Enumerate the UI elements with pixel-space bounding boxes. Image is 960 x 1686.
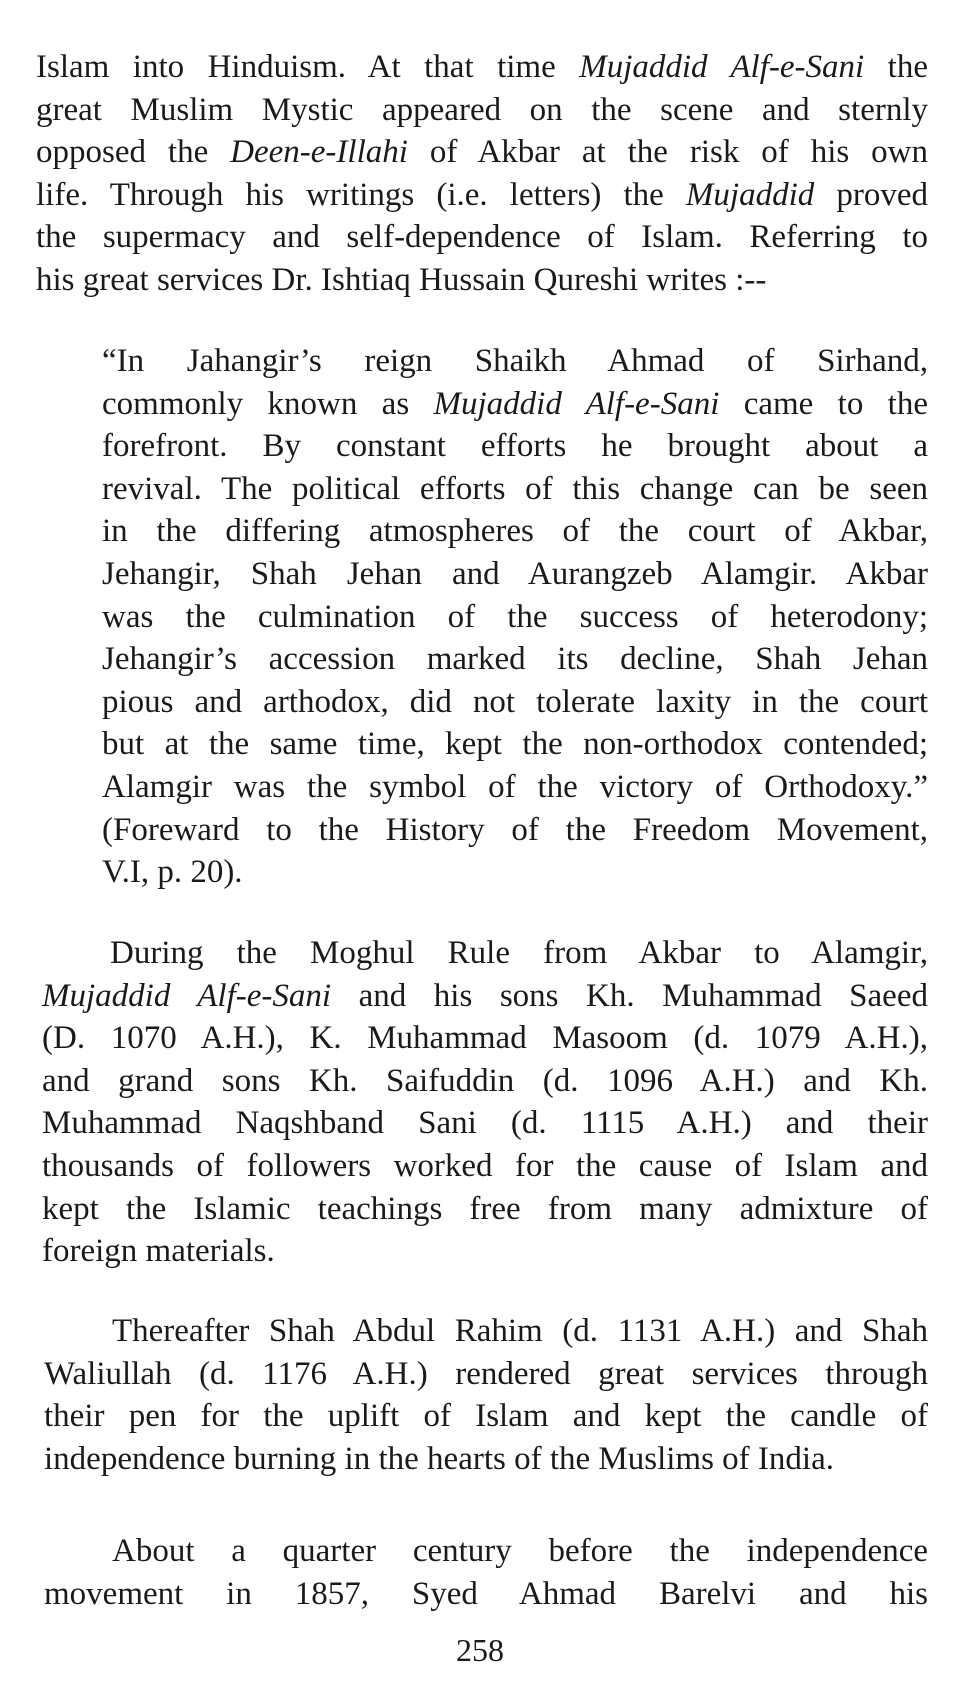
text-line bbox=[102, 553, 928, 596]
text-run: commonly known as bbox=[102, 385, 434, 422]
text-run: came to the bbox=[719, 385, 928, 422]
text-run: Muhammad Naqshband Sani (d. 1115 A.H.) and their bbox=[42, 1105, 928, 1142]
text-line bbox=[36, 174, 928, 217]
text-line bbox=[102, 809, 928, 852]
text-line bbox=[102, 681, 928, 724]
text-run: Waliullah (d. 1176 A.H.) rendered great services through bbox=[44, 1355, 928, 1392]
page-number: 258 bbox=[456, 1632, 504, 1668]
text-run: movement in 1857, Syed Ahmad Barelvi and his bbox=[44, 1575, 928, 1612]
text-line bbox=[44, 1530, 928, 1573]
text-line bbox=[102, 383, 928, 426]
text-run: and grand sons Kh. Saifuddin (d. 1096 A.H.) and Kh. bbox=[42, 1062, 928, 1099]
text-run: Jehangir, Shah Jehan and Aurangzeb Alamgir. Akbar bbox=[102, 555, 928, 592]
text-run: the supermacy and self-dependence of Islam. Referring to bbox=[36, 219, 928, 256]
text-line bbox=[36, 216, 928, 259]
moghul-rule-paragraph bbox=[42, 932, 928, 1273]
text-run: was the culmination of the success of heterodony; bbox=[102, 598, 928, 635]
text-run: and his sons Kh. Muhammad Saeed bbox=[331, 977, 928, 1014]
text-run: kept the Islamic teachings free from many admixture of bbox=[42, 1190, 928, 1227]
text-line bbox=[36, 89, 928, 132]
text-run: V.I, p. 20). bbox=[102, 854, 243, 891]
text-line bbox=[102, 723, 928, 766]
text-run: his great services Dr. Ishtiaq Hussain Qureshi writes :-- bbox=[36, 261, 767, 298]
text-run: During the Moghul Rule from Akbar to Alamgir, bbox=[110, 935, 928, 971]
italic-term: Mujaddid Alf-e-Sani bbox=[433, 385, 720, 422]
text-line bbox=[42, 1060, 928, 1103]
italic-term: Deen-e-Illahi bbox=[230, 134, 408, 171]
text-run: in the differing atmospheres of the court of Akbar, bbox=[102, 513, 928, 550]
text-line bbox=[36, 46, 928, 89]
text-run: proved bbox=[814, 176, 928, 213]
text-line bbox=[44, 1573, 928, 1616]
text-line bbox=[36, 259, 928, 302]
text-run: (Foreward to the History of the Freedom Movement, bbox=[102, 811, 928, 848]
text-run: great Muslim Mystic appeared on the scene and sternly bbox=[36, 91, 928, 128]
text-run: opposed the bbox=[36, 134, 231, 171]
text-line bbox=[102, 510, 928, 553]
text-line bbox=[42, 1145, 928, 1188]
text-run: revival. The political efforts of this change can be seen bbox=[102, 470, 928, 507]
text-run: Jehangir’s accession marked its decline, Shah Jehan bbox=[102, 641, 928, 678]
text-line bbox=[44, 1438, 928, 1481]
text-line bbox=[42, 932, 928, 975]
text-run: Thereafter Shah Abdul Rahim (d. 1131 A.H.) and Shah bbox=[112, 1313, 928, 1349]
text-line bbox=[44, 1353, 928, 1396]
text-run: About a quarter century before the independence bbox=[112, 1533, 928, 1569]
text-run: foreign materials. bbox=[42, 1233, 275, 1270]
text-run: forefront. By constant efforts he brought about a bbox=[102, 428, 928, 465]
text-line bbox=[102, 596, 928, 639]
shah-waliullah-paragraph bbox=[44, 1310, 928, 1480]
text-line bbox=[102, 425, 928, 468]
intro-paragraph bbox=[36, 46, 928, 302]
syed-ahmad-paragraph bbox=[44, 1530, 928, 1615]
italic-term: Mujaddid bbox=[685, 176, 815, 213]
text-line bbox=[44, 1395, 928, 1438]
text-run: but at the same time, kept the non-orthodox contended; bbox=[102, 726, 928, 763]
text-line bbox=[102, 638, 928, 681]
text-run: life. Through his writings (i.e. letters) the bbox=[36, 176, 686, 213]
quotation-block bbox=[102, 340, 928, 894]
text-run: of Akbar at the risk of his own bbox=[407, 134, 928, 171]
text-run: “In Jahangir’s reign Shaikh Ahmad of Sirhand, bbox=[102, 343, 928, 379]
text-run: the bbox=[864, 49, 928, 85]
text-line bbox=[36, 131, 928, 174]
text-line bbox=[102, 851, 928, 894]
text-run: their pen for the uplift of Islam and kept the candle of bbox=[44, 1398, 928, 1435]
italic-term: Mujaddid Alf-e-Sani bbox=[42, 977, 332, 1014]
text-run: Islam into Hinduism. At that time bbox=[36, 49, 580, 85]
text-line bbox=[102, 766, 928, 809]
text-line bbox=[102, 340, 928, 383]
text-run: thousands of followers worked for the cause of Islam and bbox=[42, 1147, 928, 1184]
text-run: Alamgir was the symbol of the victory of Orthodoxy.” bbox=[102, 768, 928, 805]
text-run: independence burning in the hearts of the Muslims of India. bbox=[44, 1440, 834, 1477]
text-line bbox=[44, 1310, 928, 1353]
text-line bbox=[42, 1188, 928, 1231]
text-line bbox=[42, 1017, 928, 1060]
text-run: (D. 1070 A.H.), K. Muhammad Masoom (d. 1079 A.H.), bbox=[42, 1020, 928, 1057]
text-line bbox=[102, 468, 928, 511]
italic-term: Mujaddid Alf-e-Sani bbox=[579, 49, 865, 85]
text-line bbox=[42, 1102, 928, 1145]
text-run: pious and arthodox, did not tolerate laxity in the court bbox=[102, 683, 928, 720]
text-line bbox=[42, 1230, 928, 1273]
text-line bbox=[42, 975, 928, 1018]
